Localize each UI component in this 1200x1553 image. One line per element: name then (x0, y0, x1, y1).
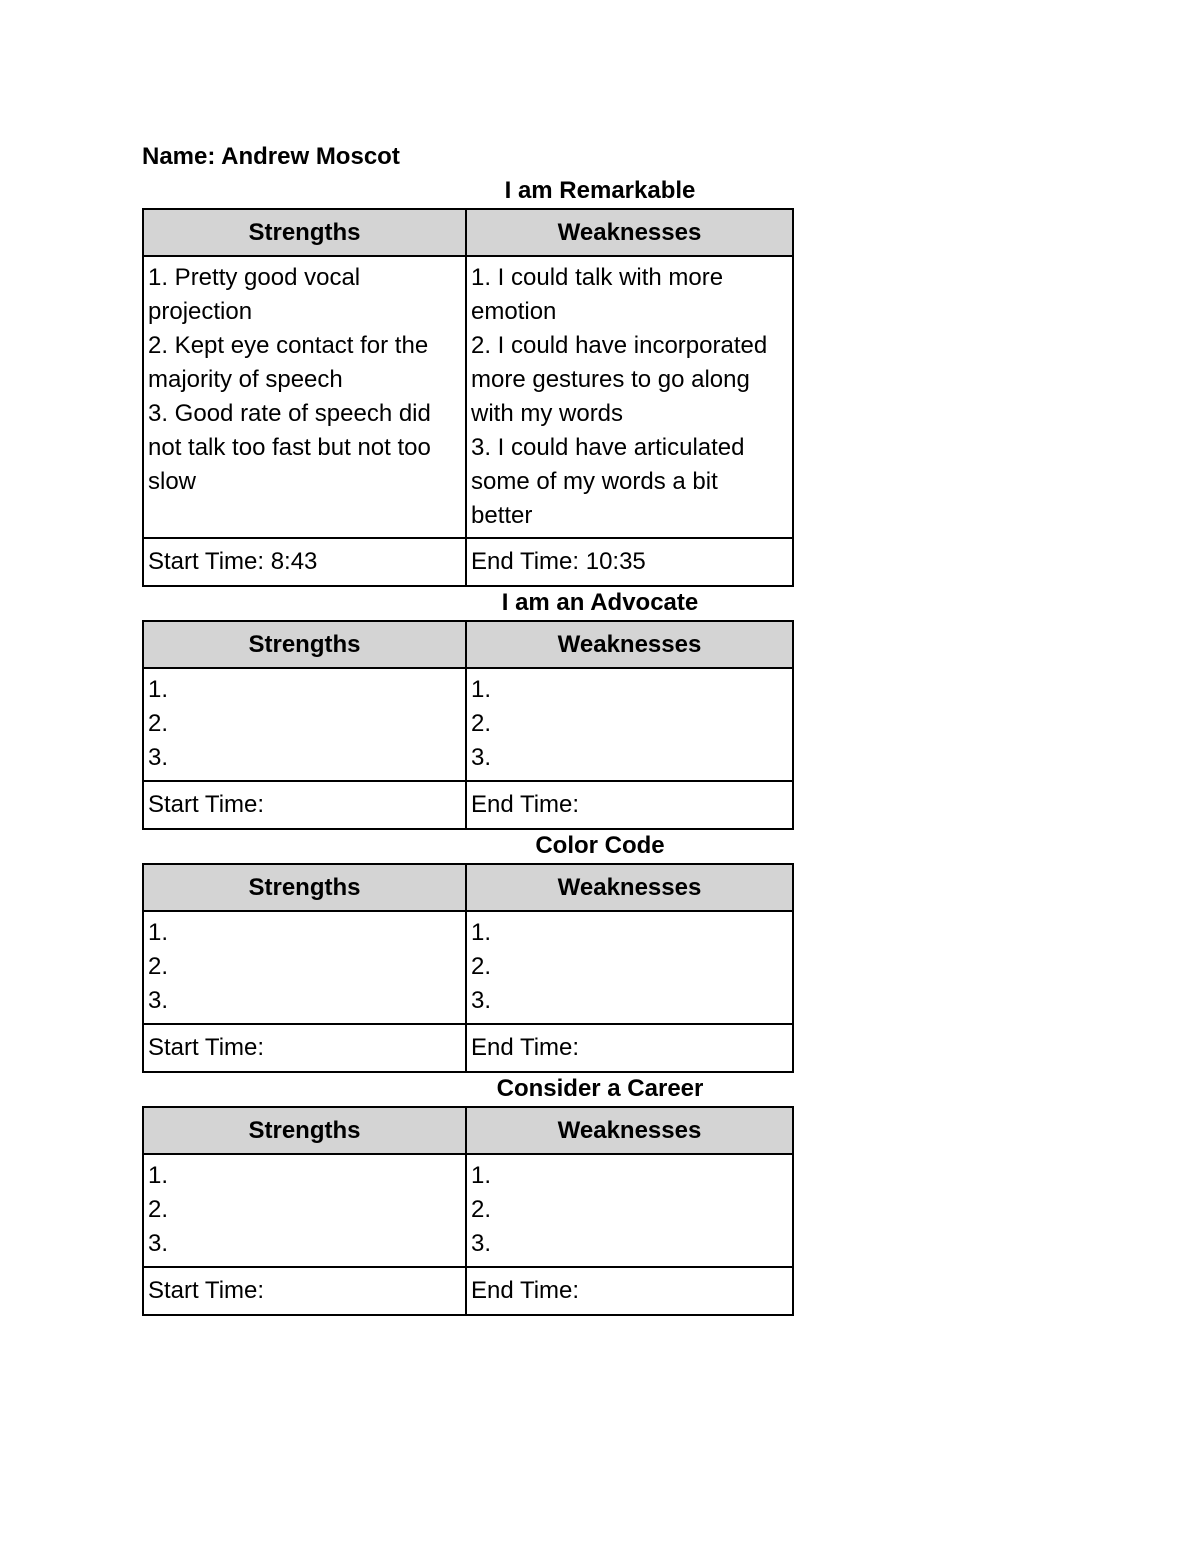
table-header-row (144, 865, 792, 910)
end-time-cell[interactable]: End Time: (471, 1277, 580, 1304)
start-time-cell[interactable]: Start Time: (144, 1268, 467, 1314)
strength-line: 1. (148, 676, 169, 703)
table-header-row (144, 622, 792, 667)
strength-line: not talk too fast but not too (148, 434, 431, 461)
start-time-cell[interactable]: Start Time: (144, 782, 467, 828)
end-time-cell[interactable]: End Time: (471, 1034, 580, 1061)
evaluation-table (142, 208, 794, 587)
table-body-row (144, 1153, 792, 1266)
weaknesses-cell[interactable] (467, 669, 792, 780)
table-header-row (144, 210, 792, 255)
weakness-line: with my words (471, 400, 624, 427)
table-body-row (144, 255, 792, 537)
section-title: Color Code (535, 832, 665, 859)
weakness-line: 1. I could talk with more (471, 264, 724, 291)
evaluation-table (142, 863, 794, 1073)
strength-line: 3. (148, 744, 169, 771)
strength-line: 1. (148, 919, 169, 946)
strengths-header: Strengths (144, 1108, 467, 1153)
student-name: Name: Andrew Moscot (142, 143, 400, 170)
strength-line: 2. Kept eye contact for the (148, 332, 429, 359)
section-title: I am Remarkable (504, 177, 696, 204)
time-row (144, 780, 792, 828)
weakness-line: 2. (471, 1196, 492, 1223)
weaknesses-header: Weaknesses (467, 210, 792, 255)
strength-line: 2. (148, 1196, 169, 1223)
weakness-line: 1. (471, 1162, 492, 1189)
weaknesses-cell[interactable] (467, 257, 792, 537)
weakness-line: better (471, 502, 533, 529)
weakness-line: 3. (471, 1230, 492, 1257)
strengths-cell[interactable] (144, 912, 467, 1023)
section-title: I am an Advocate (501, 589, 699, 616)
evaluation-table (142, 620, 794, 830)
strengths-header: Strengths (144, 865, 467, 910)
strength-line: 3. (148, 987, 169, 1014)
weaknesses-cell[interactable] (467, 1155, 792, 1266)
strengths-cell[interactable] (144, 257, 467, 537)
weakness-line: 3. I could have articulated (471, 434, 745, 461)
weakness-line: emotion (471, 298, 557, 325)
table-header-row (144, 1108, 792, 1153)
start-time-cell[interactable]: Start Time: 8:43 (144, 539, 467, 585)
end-time-cell[interactable]: End Time: 10:35 (471, 548, 646, 575)
strengths-header: Strengths (144, 622, 467, 667)
weakness-line: 2. (471, 710, 492, 737)
strength-line: 1. (148, 1162, 169, 1189)
time-row (144, 1023, 792, 1071)
weakness-line: 2. I could have incorporated (471, 332, 768, 359)
weaknesses-header: Weaknesses (467, 622, 792, 667)
weakness-line: 3. (471, 987, 492, 1014)
strengths-header: Strengths (144, 210, 467, 255)
strength-line: projection (148, 298, 253, 325)
strength-line: 2. (148, 953, 169, 980)
strengths-cell[interactable] (144, 669, 467, 780)
table-body-row (144, 910, 792, 1023)
weaknesses-header: Weaknesses (467, 865, 792, 910)
weakness-line: more gestures to go along (471, 366, 750, 393)
weakness-line: 1. (471, 919, 492, 946)
weakness-line: 2. (471, 953, 492, 980)
strength-line: 1. Pretty good vocal (148, 264, 361, 291)
section-title: Consider a Career (496, 1075, 704, 1102)
weakness-line: some of my words a bit (471, 468, 718, 495)
evaluation-table (142, 1106, 794, 1316)
table-body-row (144, 667, 792, 780)
strength-line: 2. (148, 710, 169, 737)
start-time-cell[interactable]: Start Time: (144, 1025, 467, 1071)
time-row (144, 537, 792, 585)
weaknesses-header: Weaknesses (467, 1108, 792, 1153)
weakness-line: 3. (471, 744, 492, 771)
weaknesses-cell[interactable] (467, 912, 792, 1023)
strength-line: 3. (148, 1230, 169, 1257)
weakness-line: 1. (471, 676, 492, 703)
strength-line: slow (148, 468, 197, 495)
strengths-cell[interactable] (144, 1155, 467, 1266)
end-time-cell[interactable]: End Time: (471, 791, 580, 818)
strength-line: 3. Good rate of speech did (148, 400, 431, 427)
time-row (144, 1266, 792, 1314)
strength-line: majority of speech (148, 366, 343, 393)
